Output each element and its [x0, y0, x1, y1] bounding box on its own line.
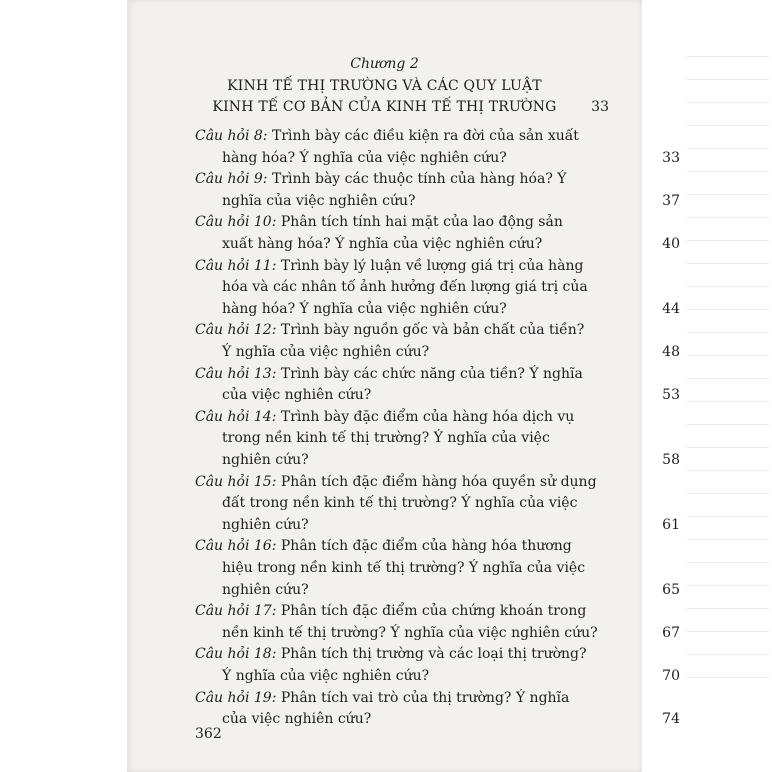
question-text: Ý nghĩa của việc nghiên cứu? [222, 667, 430, 684]
toc-entry-line [195, 407, 574, 427]
toc-entry-line [195, 212, 563, 232]
toc-page-number: 37 [662, 192, 680, 209]
page-folio: 362 [195, 726, 222, 742]
question-text: Phân tích đặc điểm của hàng hóa thương [280, 538, 572, 555]
toc-entry-line [222, 234, 542, 254]
toc-entry-line [222, 428, 550, 448]
toc-entry-line [195, 256, 584, 276]
toc-entry-line [222, 299, 507, 319]
toc-entry-line [195, 364, 583, 384]
toc-entry-line [195, 601, 586, 621]
question-text: đất trong nền kinh tế thị trường? Ý nghĩa của việc [222, 495, 578, 512]
toc-entry-line [222, 277, 588, 297]
toc-entry-line [222, 342, 429, 362]
question-text: Phân tích vai trò của thị trường? Ý nghĩa [280, 689, 570, 706]
chapter-page-number: 33 [591, 99, 609, 115]
toc-entry-line [195, 536, 572, 556]
toc-page-number: 33 [662, 149, 680, 166]
question-text: xuất hàng hóa? Ý nghĩa của việc nghiên cứu? [222, 235, 543, 252]
question-label: Câu hỏi 8: [195, 128, 268, 144]
toc-entry-line [222, 450, 309, 470]
toc-page-number: 65 [662, 581, 680, 598]
question-text: hóa và các nhân tố ảnh hưởng đến lượng giá trị của [222, 279, 588, 296]
question-label: Câu hỏi 13: [195, 365, 277, 382]
question-text: trong nền kinh tế thị trường? Ý nghĩa của việc [222, 430, 550, 447]
question-label: Câu hỏi 19: [195, 689, 277, 706]
question-text: nghiên cứu? [222, 451, 309, 468]
question-text: Trình bày các điều kiện ra đời của sản xuất [271, 128, 579, 144]
toc-entry-line [222, 709, 371, 729]
toc-page-number: 44 [662, 300, 680, 317]
toc-entry-line [222, 623, 598, 643]
question-label: Câu hỏi 12: [195, 322, 277, 339]
chapter-label: Chương 2 [350, 56, 419, 72]
question-label: Câu hỏi 14: [195, 408, 277, 425]
toc-page-number: 74 [662, 711, 680, 728]
book-page [127, 0, 680, 772]
toc-entry-line [222, 580, 309, 600]
toc-entry-line [195, 688, 569, 708]
question-text: Trình bày các chức năng của tiền? Ý nghĩa [280, 365, 583, 382]
toc-page-number: 61 [662, 516, 680, 533]
toc-page-number: 70 [662, 667, 680, 684]
chapter-title-line-2: KINH TẾ CƠ BẢN CỦA KINH TẾ THỊ TRƯỜNG [212, 99, 557, 115]
toc-entry-line [195, 320, 584, 340]
question-text: Phân tích tính hai mặt của lao động sản [280, 214, 563, 231]
toc-entry-line [195, 644, 587, 664]
question-text: Phân tích đặc điểm hàng hóa quyền sử dụng [280, 473, 597, 490]
question-label: Câu hỏi 17: [195, 603, 277, 620]
question-label: Câu hỏi 15: [195, 473, 277, 490]
question-text: Trình bày các thuộc tính của hàng hóa? Ý [271, 171, 567, 188]
question-text: Ý nghĩa của việc nghiên cứu? [222, 343, 430, 360]
question-text: nghiên cứu? [222, 581, 309, 598]
question-text: của việc nghiên cứu? [222, 387, 372, 404]
toc-page-number: 58 [662, 451, 680, 468]
toc-page-number: 48 [662, 343, 680, 360]
toc-entry-line [222, 148, 507, 168]
question-label: Câu hỏi 9: [195, 171, 268, 188]
question-text: Trình bày đặc điểm của hàng hóa dịch vụ [280, 408, 575, 425]
toc-entry-line [195, 126, 579, 146]
toc-entry-line [222, 493, 577, 513]
toc-entry-line [222, 515, 309, 535]
question-text: của việc nghiên cứu? [222, 711, 372, 728]
question-text: hàng hóa? Ý nghĩa của việc nghiên cứu? [222, 149, 507, 166]
question-label: Câu hỏi 11: [195, 257, 277, 274]
question-text: Trình bày nguồn gốc và bản chất của tiền? [280, 322, 585, 339]
toc-page-number: 40 [662, 235, 680, 252]
question-text: Phân tích đặc điểm của chứng khoán trong [280, 603, 587, 620]
toc-entry-line [222, 191, 416, 211]
question-label: Câu hỏi 16: [195, 538, 277, 555]
chapter-title-line-1: KINH TẾ THỊ TRƯỜNG VÀ CÁC QUY LUẬT [227, 78, 542, 94]
toc-entry-line [222, 666, 429, 686]
question-text: Phân tích thị trường và các loại thị trường? [280, 646, 587, 663]
toc-entry-line [195, 169, 567, 189]
question-text: hiệu trong nền kinh tế thị trường? Ý nghĩa của việc [222, 559, 586, 576]
toc-entry-line [222, 385, 371, 405]
question-label: Câu hỏi 10: [195, 214, 277, 231]
toc-entry-line [195, 472, 597, 492]
question-text: nền kinh tế thị trường? Ý nghĩa của việc nghiên cứu? [222, 624, 598, 641]
question-text: Trình bày lý luận về lượng giá trị của hàng [280, 257, 584, 274]
question-text: hàng hóa? Ý nghĩa của việc nghiên cứu? [222, 300, 507, 317]
toc-entry-line [222, 558, 585, 578]
toc-page-number: 53 [662, 387, 680, 404]
toc-page-number: 67 [662, 624, 680, 641]
question-text: nghiên cứu? [222, 516, 309, 533]
question-label: Câu hỏi 18: [195, 646, 277, 663]
question-text: nghĩa của việc nghiên cứu? [222, 192, 416, 209]
bleed-through-text [687, 40, 769, 700]
